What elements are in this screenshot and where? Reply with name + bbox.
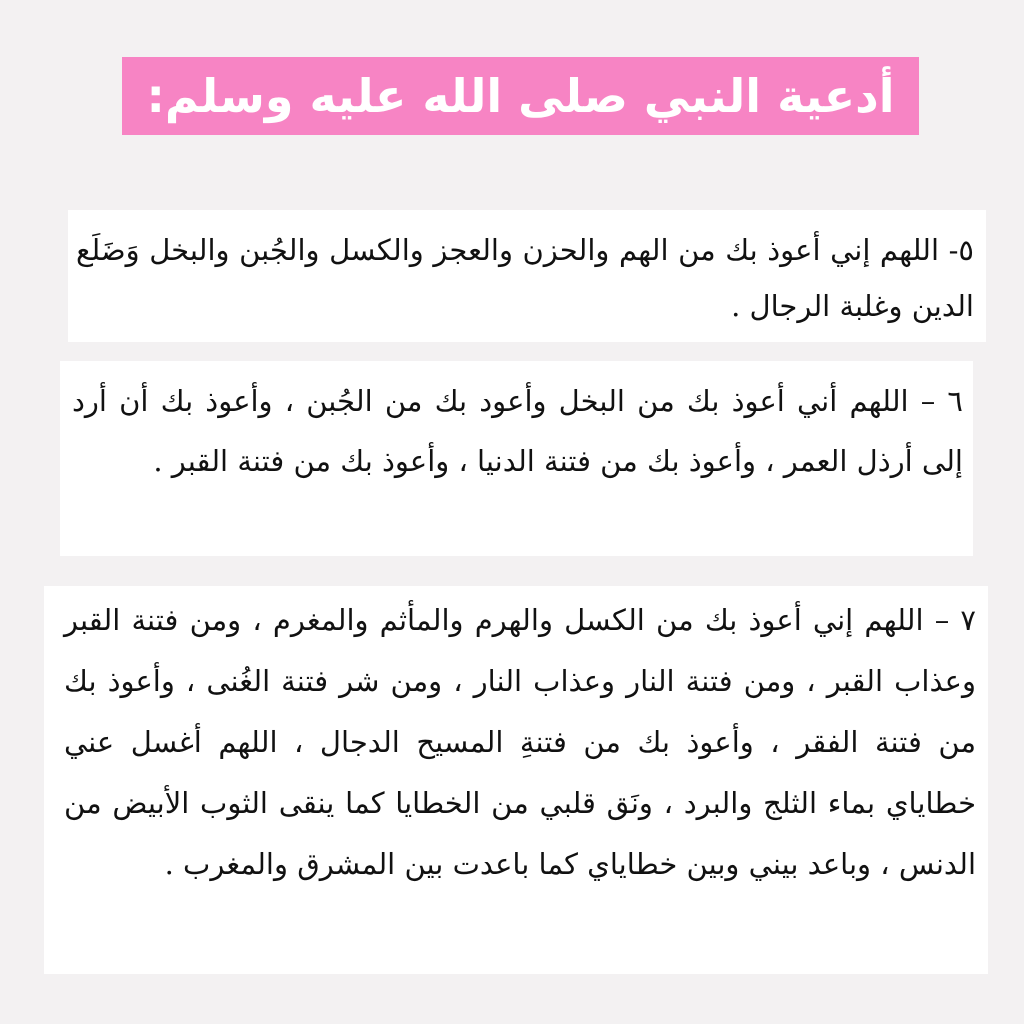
page-title: أدعية النبي صلى الله عليه وسلم:: [146, 69, 895, 123]
dua-card-6: [60, 361, 973, 556]
dua-text-7: ٧ – اللهم إني أعوذ بك من الكسل والهرم والمأثم والمغرم ، ومن فتنة القبر وعذاب القبر ، ومن فتنة النار وعذاب النار ، ومن شر فتنة الغُنى ، وأعوذ بك من فتنة الفقر ، وأعوذ بك من فتنةِ المسيح الدجال ، اللهم أغسل عني خطاياي بماء الثلج والبرد ، ونَق قلبي من الخطايا كما ينقى الثوب الأبيض من الدنس ، وباعد بيني وبين خطاياي كما باعدت بين المشرق والمغرب .: [64, 603, 976, 881]
dua-text-6: ٦ – اللهم أني أعوذ بك من البخل وأعود بك من الجُبن ، وأعوذ بك أن أرد إلى أرذل العمر ، وأعوذ بك من فتنة الدنيا ، وأعوذ بك من فتنة القبر .: [72, 384, 963, 478]
dua-text-5: ٥- اللهم إني أعوذ بك من الهم والحزن والعجز والكسل والجُبن والبخل وَضَلَع الدين وغلبة الرجال .: [76, 233, 974, 323]
dua-card-7: [44, 586, 988, 974]
dua-card-5: [68, 210, 986, 342]
title-banner: [122, 57, 919, 135]
